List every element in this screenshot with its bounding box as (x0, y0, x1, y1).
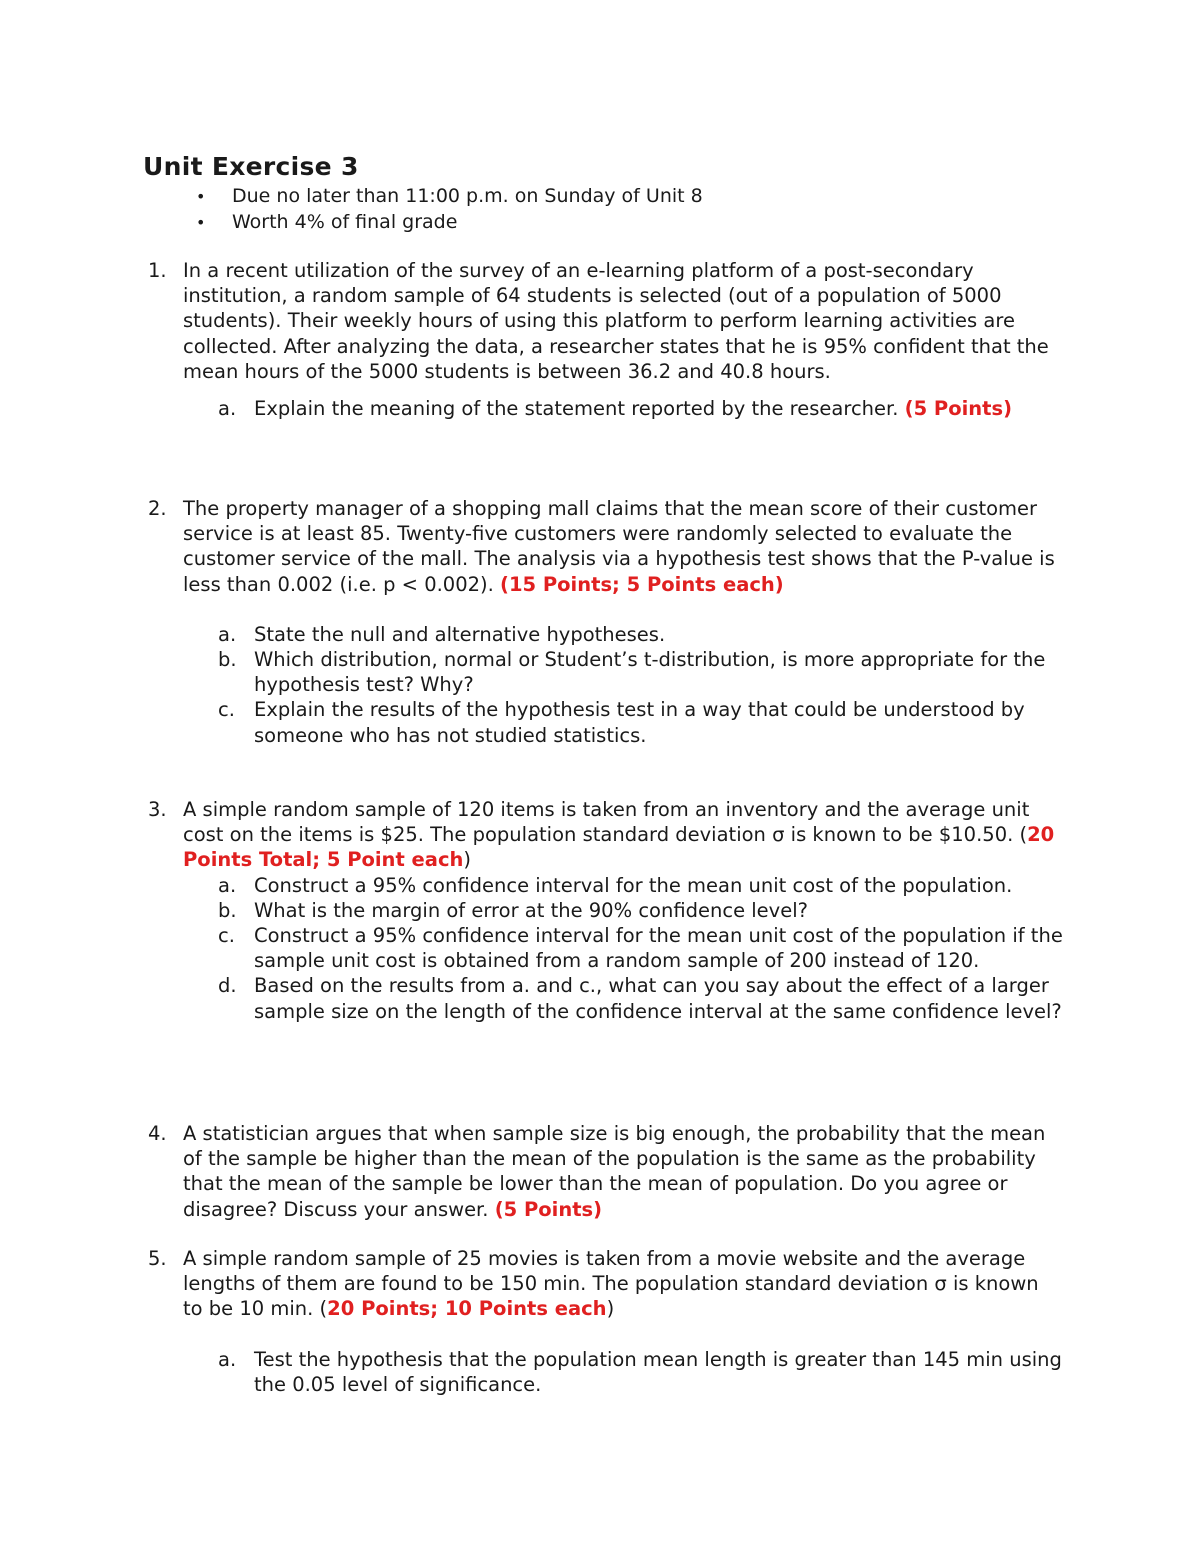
question-number: 4. (148, 1122, 167, 1145)
sub-question-text: State the null and alternative hypotheses. (254, 622, 666, 646)
question-5 (143, 1246, 1063, 1397)
sub-question-text: Construct a 95% confidence interval for the mean unit cost of the population if the sample unit cost is obtained from a random sample of 200 instead of 120. (254, 924, 1063, 973)
question-text: In a recent utilization of the survey of an e-learning platform of a post-secondary institution, a random sample of 64 students is selected (out of a population of 5000 students). Their weekly hours of using this platform to perform learning activities are collected. After analyzing the data, a researcher states that he is 95% confident that the mean hours of the 5000 students is between 36.2 and 40.8 hours. (183, 259, 1049, 383)
sub-question-letter: a. (218, 622, 237, 646)
question-text: A statistician argues that when sample size is big enough, the probability that the mean of the sample be higher than the mean of the population is the same as the probability that the mean of the sample be lower than the mean of population. Do you agree or disagree? Discuss your answer. (183, 1122, 1046, 1221)
points-label: 20 Points; 10 Points each (327, 1297, 607, 1321)
question-1 (143, 258, 1063, 421)
question-number: 5. (148, 1247, 167, 1270)
sub-question-list (183, 396, 1063, 421)
sub-question-letter: a. (218, 397, 237, 421)
points-label: (15 Points; 5 Points each) (500, 572, 784, 596)
sub-question-list (183, 1347, 1063, 1397)
bullet-dot-icon: • (196, 212, 206, 232)
question-number: 3. (148, 798, 167, 821)
page-title: Unit Exercise 3 (143, 152, 359, 181)
sub-question-text: Construct a 95% confidence interval for the mean unit cost of the population. (254, 873, 1013, 897)
sub-question-letter: a. (218, 873, 237, 897)
sub-question-text: Which distribution, normal or Student’s t-distribution, is more appropriate for the hypothesis test? Why? (254, 648, 1046, 697)
sub-question-a (143, 622, 1063, 647)
sub-question-text: Test the hypothesis that the population mean length is greater than 145 min using the 0.05 level of significance. (254, 1347, 1062, 1396)
bullet-item (143, 210, 703, 236)
sub-question-letter: a. (218, 1347, 237, 1371)
sub-question-text: Based on the results from a. and c., what can you say about the effect of a larger sample size on the length of the confidence interval at the same confidence level? (254, 974, 1062, 1023)
question-text-end: ) (606, 1297, 615, 1321)
points-label: (5 Points) (904, 397, 1013, 421)
info-bullet-list (143, 184, 703, 235)
sub-question-text: Explain the results of the hypothesis test in a way that could be understood by someone who has not studied statistics. (254, 698, 1025, 747)
question-text: The property manager of a shopping mall claims that the mean score of their customer service is at least 85. Twenty-five customers were randomly selected to evaluate the customer service of the mall. The analysis via a hypothesis test shows that the P-value is less than 0.002 (i.e. p < 0.002). (183, 497, 1055, 596)
question-number: 1. (148, 259, 167, 282)
points-label: (5 Points) (494, 1197, 603, 1221)
question-2 (143, 496, 1063, 748)
question-number: 2. (148, 497, 167, 520)
question-4 (143, 1121, 1063, 1222)
question-text: A simple random sample of 120 items is taken from an inventory and the average unit cost on the items is $25. The population standard deviation σ is known to be $10.50. ( (183, 798, 1030, 847)
sub-question-b (143, 898, 1063, 923)
sub-question-c (143, 697, 1063, 747)
sub-question-letter: b. (218, 648, 237, 672)
question-text: A simple random sample of 25 movies is taken from a movie website and the average lengths of them are found to be 150 min. The population standard deviation σ is known to be 10 min. ( (183, 1247, 1039, 1321)
bullet-item (143, 184, 703, 210)
sub-question-c (143, 923, 1063, 973)
sub-question-letter: d. (218, 974, 237, 998)
sub-question-d (143, 973, 1063, 1023)
bullet-dot-icon: • (196, 187, 206, 206)
sub-question-list (183, 873, 1063, 1024)
points-label: 20 Points Total; 5 Point each (183, 823, 1055, 872)
bullet-text: Due no later than 11:00 p.m. on Sunday of Unit 8 (232, 185, 703, 207)
sub-question-a (143, 1347, 1063, 1397)
sub-question-a (143, 873, 1063, 898)
question-text-end: ) (463, 848, 471, 872)
sub-question-letter: c. (218, 924, 235, 948)
sub-question-letter: c. (218, 698, 235, 722)
sub-question-letter: b. (218, 898, 237, 922)
question-3 (143, 797, 1063, 1024)
sub-question-a (143, 396, 1063, 421)
sub-question-list (183, 622, 1063, 748)
sub-question-text: What is the margin of error at the 90% confidence level? (254, 898, 808, 922)
sub-question-text: Explain the meaning of the statement reported by the researcher. (254, 397, 905, 421)
sub-question-b (143, 647, 1063, 697)
bullet-text: Worth 4% of final grade (232, 210, 458, 233)
